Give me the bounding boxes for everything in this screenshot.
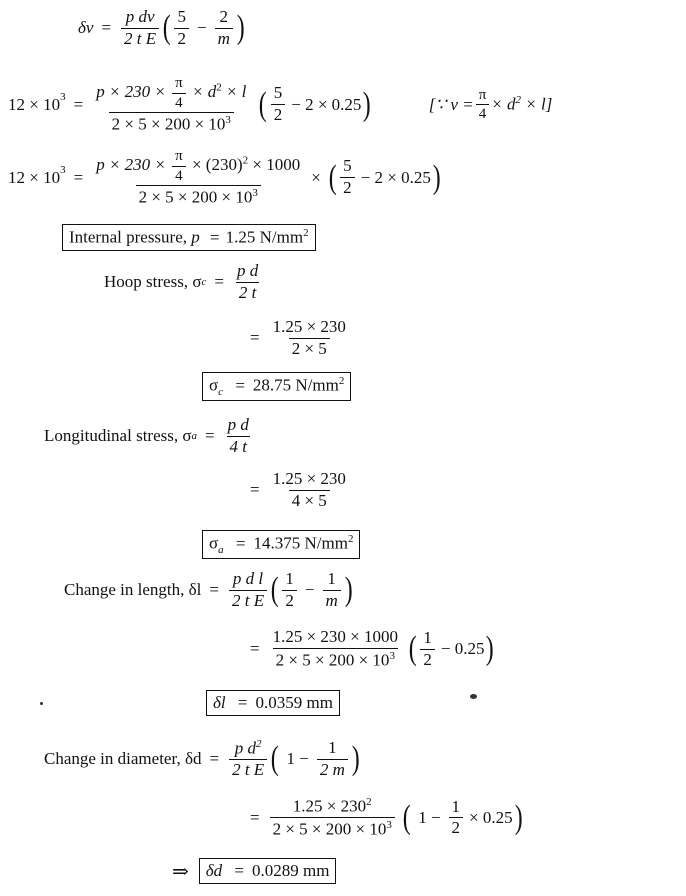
result-hoop-stress: $\sigma_c = 28.75$ $N/mm^2$ xyxy=(202,372,351,401)
equation-hoop-stress: Hoop stress, σ c = $\frac{\text{p d}}{2 t}$ xyxy=(104,261,259,302)
note-volume: [∵ v = xyxy=(428,94,474,114)
fraction: p × 230 × $\frac{\pi}{4}$ × $(230)^2 \times 1000$ $2 \times 5 \times 200 \times 10^3$ xyxy=(96,148,301,207)
result-longitudinal-stress: $\sigma_a = 14.375$ $N/mm^2$ xyxy=(202,530,360,559)
result-internal-pressure: Internal pressure, p = 1.25 $N/mm^2$ xyxy=(62,224,316,251)
equation-substitution-1: 12 × 10 $^3$ = p × 230 × $\frac{\pi}{4}$ × $d^2 \times l$ $2 \times 5 \times 200 \times 10^3$ ( $\frac{5}{2}$ − 2 × 0.25 ) [∵ v = $\frac{\pi}{4}$ × $d^2 \times l$] xyxy=(8,75,553,134)
equation-dv: δv = $\frac{\text{p dv}}{\text{2 t E}}$ ( $\frac{5}{2}$ − $\frac{2}{m}$ ) xyxy=(78,7,245,48)
equation-hoop-values: = $\frac{1.25 \times 230}{2 \times 5}$ xyxy=(250,317,346,358)
equation-diameter-values: = $\frac{1.25 \times 230^2}{2 \times 5 \times 200 \times 10^3}$ ( 1 − $\frac{1}{2}$ × 0.25 ) xyxy=(250,796,523,839)
result-change-in-diameter: ⇒ δd = 0.0289 mm xyxy=(172,858,336,884)
fraction: $\frac{\text{p dv}}{\text{2 t E}}$ xyxy=(121,8,159,48)
equation-longitudinal-stress: Longitudinal stress, σ a = $\frac{\text{p d}}{4 t}$ xyxy=(44,415,249,456)
equation-change-in-length: Change in length, δl = $\frac{\text{p d l}}{\text{2 t E}}$ ( $\frac{1}{2}$ − $\frac{1}{m}$ ) xyxy=(64,569,353,610)
equation-longitudinal-values: = $\frac{1.25 \times 230}{4 \times 5}$ xyxy=(250,469,346,510)
equation-length-values: = $\frac{1.25 \times 230 \times 1000}{2 \times 5 \times 200 \times 10^3}$ ( $\frac{1}{2}$ − 0.25 ) xyxy=(250,627,495,670)
result-change-in-length: δl = 0.0359 mm xyxy=(206,690,340,716)
parenthesis: ( $\frac{5}{2}$ − $\frac{2}{m}$ ) xyxy=(162,7,245,48)
equation-change-in-diameter: Change in diameter, δd = $\frac{p d^2}{\text{2 t E}}$ ( 1 − $\frac{1}{2 m}$ ) xyxy=(44,737,360,780)
scan-speck xyxy=(470,694,477,699)
fraction: p × 230 × $\frac{\pi}{4}$ × $d^2 \times l$ $2 \times 5 \times 200 \times 10^3$ xyxy=(96,75,247,134)
equation-substitution-2: 12 × 10 $^3$ = p × 230 × $\frac{\pi}{4}$ × $(230)^2 \times 1000$ $2 \times 5 \times 200 \times 10^3$ × ( $\frac{5}{2}$ − 2 × 0.25 ) xyxy=(8,148,441,207)
scan-speck xyxy=(40,702,43,705)
